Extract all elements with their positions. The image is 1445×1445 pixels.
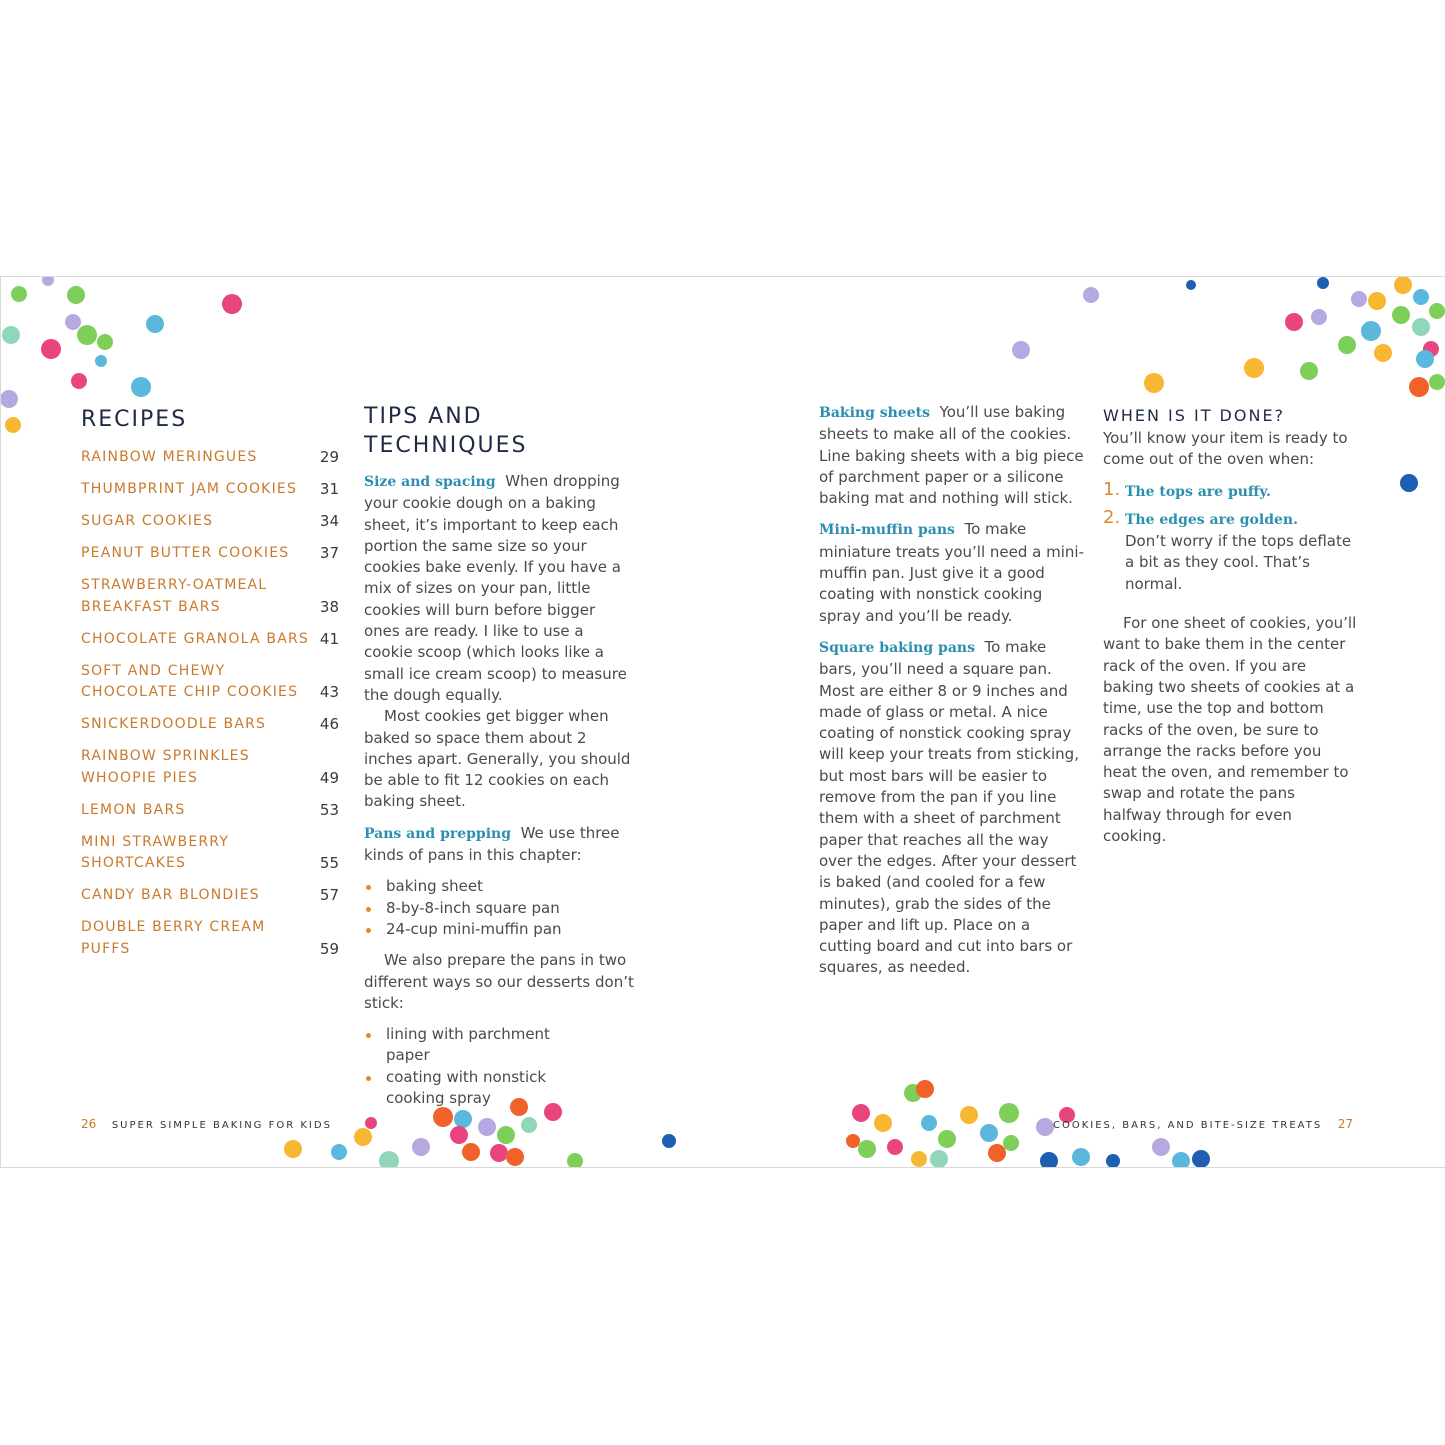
- pans-prepping-lead: Pans and prepping: [364, 825, 512, 842]
- recipe-name: CANDY BAR BLONDIES: [81, 887, 260, 903]
- baking-sheets-paragraph: [819, 402, 1085, 509]
- tips-title: TIPS AND TECHNIQUES: [364, 404, 528, 458]
- size-spacing-text: When dropping your cookie dough on a baking sheet, it’s important to keep each portion the same size so your cookies bake evenly. If you have a mix of sizes on your pan, little cookies will burn before bigger ones are ready. I like to use a cookie scoop (which looks like a small ice cream scoop) to measure the dough equally.: [364, 472, 627, 704]
- step-number: 1.: [1103, 478, 1121, 500]
- prep-ways-intro: We also prepare the pans in two different ways so our desserts don’t stick:: [364, 951, 634, 1012]
- pan-item: 24-cup mini-muffin pan: [364, 919, 634, 940]
- recipe-name: CHOCOLATE GRANOLA BARS: [81, 630, 309, 647]
- recipe-page: 59: [319, 939, 339, 958]
- recipe-page: 46: [319, 715, 339, 733]
- done-step: [1103, 506, 1357, 595]
- step-label: The tops are puffy.: [1125, 483, 1271, 500]
- recipe-name: SOFT AND CHEWY CHOCOLATE CHIP COOKIES: [81, 662, 299, 700]
- recipe-item[interactable]: [81, 543, 343, 565]
- right-running-title: COOKIES, BARS, AND BITE-SIZE TREATS: [1052, 1120, 1323, 1131]
- recipe-list: [81, 447, 343, 971]
- right-page-number: 27: [1337, 1117, 1353, 1131]
- when-done-column: [1103, 428, 1357, 857]
- step-label: The edges are golden.: [1125, 511, 1298, 528]
- book-spread: [0, 276, 1445, 1168]
- recipe-page: 38: [319, 597, 339, 616]
- recipe-name: RAINBOW SPRINKLES WHOOPIE PIES: [81, 748, 250, 786]
- recipe-name: SNICKERDOODLE BARS: [81, 716, 267, 732]
- done-step: [1103, 478, 1357, 503]
- mini-muffin-paragraph: [819, 519, 1085, 626]
- prep-way-item: lining with parchment paper: [364, 1024, 584, 1067]
- step-number: 2.: [1103, 506, 1121, 528]
- size-spacing-paragraph: [364, 471, 634, 706]
- recipe-item[interactable]: [81, 447, 343, 469]
- baking-sheets-text: You’ll use baking sheets to make all of the cookies. Line baking sheets with a big piece of parchment paper or a silicone baking mat and nothing will stick.: [819, 403, 1084, 508]
- recipe-name: STRAWBERRY-OATMEAL BREAKFAST BARS: [81, 577, 268, 615]
- recipe-page: 29: [319, 448, 339, 466]
- recipes-title: RECIPES: [81, 407, 188, 432]
- mini-muffin-text: To make miniature treats you’ll need a mini-muffin pan. Just give it a good coating with nonstick cooking spray and you’ll be ready.: [819, 520, 1084, 625]
- recipe-name: THUMBPRINT JAM COOKIES: [81, 481, 298, 497]
- done-steps: [1103, 478, 1357, 595]
- recipe-page: 53: [319, 800, 339, 819]
- pan-item: baking sheet: [364, 876, 634, 897]
- prep-ways-list: [364, 1024, 584, 1109]
- recipe-item[interactable]: [81, 575, 343, 618]
- recipe-item[interactable]: [81, 629, 343, 651]
- square-pans-lead: Square baking pans: [819, 639, 975, 656]
- recipe-item[interactable]: [81, 511, 343, 533]
- when-done-intro: You’ll know your item is ready to come out of the oven when:: [1103, 429, 1348, 469]
- recipe-item[interactable]: [81, 885, 343, 907]
- step-text: Don’t worry if the tops deflate a bit as they cool. That’s normal.: [1125, 532, 1352, 593]
- recipe-name: DOUBLE BERRY CREAM PUFFS: [81, 919, 266, 957]
- when-done-title: WHEN IS IT DONE?: [1103, 406, 1286, 425]
- prep-way-item: coating with nonstick cooking spray: [364, 1067, 584, 1110]
- baking-sheets-lead: Baking sheets: [819, 405, 930, 421]
- recipe-item[interactable]: [81, 714, 343, 736]
- size-spacing-lead: Size and spacing: [364, 474, 496, 490]
- recipe-page: 31: [319, 480, 339, 498]
- size-spacing-text-2: Most cookies get bigger when baked so space them about 2 inches apart. Generally, you should be able to fit 12 cookies on each baking sheet.: [364, 707, 631, 811]
- pans-list: [364, 876, 634, 940]
- recipe-name: RAINBOW MERINGUES: [81, 449, 258, 465]
- left-running-title: SUPER SIMPLE BAKING FOR KIDS: [111, 1120, 332, 1131]
- recipe-page: 37: [319, 544, 339, 562]
- recipe-item[interactable]: [81, 800, 343, 822]
- recipe-name: MINI STRAWBERRY SHORTCAKES: [81, 833, 230, 871]
- recipe-item[interactable]: [81, 746, 343, 789]
- recipe-item[interactable]: [81, 661, 343, 704]
- recipe-name: PEANUT BUTTER COOKIES: [81, 545, 290, 561]
- recipe-name: SUGAR COOKIES: [81, 513, 214, 529]
- square-pans-text: To make bars, you’ll need a square pan. Most are either 8 or 9 inches and made of glass or metal. A nice coating of nonstick cooking spray will keep your treats from sticking, but most bars will be easier to remove from the pan if you line them with a sheet of parchment paper that reaches all the way over the edges. After your dessert is baked (and cooled for a few minutes), grab the sides of the paper and lift up. Place on a cutting board and cut into bars or squares, as needed.: [819, 637, 1079, 977]
- recipe-page: 41: [319, 629, 339, 648]
- mini-muffin-lead: Mini-muffin pans: [819, 522, 955, 539]
- recipe-name: LEMON BARS: [81, 801, 186, 818]
- recipe-page: 49: [319, 768, 339, 787]
- recipe-item[interactable]: [81, 917, 343, 960]
- left-page-number: 26: [81, 1117, 97, 1131]
- footer-right: [1053, 1117, 1353, 1131]
- recipe-page: 55: [319, 854, 339, 872]
- recipe-page: 34: [319, 512, 339, 530]
- recipe-page: 57: [319, 886, 339, 904]
- recipe-item[interactable]: [81, 832, 343, 875]
- pans-prepping-text: We use three kinds of pans in this chapter:: [364, 823, 620, 865]
- pans-column: [819, 402, 1085, 989]
- square-pans-paragraph: [819, 637, 1085, 979]
- pan-item: 8-by-8-inch square pan: [364, 898, 634, 919]
- oven-rack-text: For one sheet of cookies, you’ll want to bake them in the center rack of the oven. If you are baking two sheets of cookies at a time, use the top and bottom racks of the oven, be sure to arrange the racks before you heat the oven, and remember to swap and rotate the pans halfway through for even cooking.: [1103, 614, 1357, 846]
- footer-left: [81, 1117, 332, 1131]
- tips-column: [364, 471, 634, 1119]
- recipe-item[interactable]: [81, 479, 343, 501]
- recipe-page: 43: [319, 683, 339, 701]
- pans-prepping-paragraph: [364, 823, 634, 867]
